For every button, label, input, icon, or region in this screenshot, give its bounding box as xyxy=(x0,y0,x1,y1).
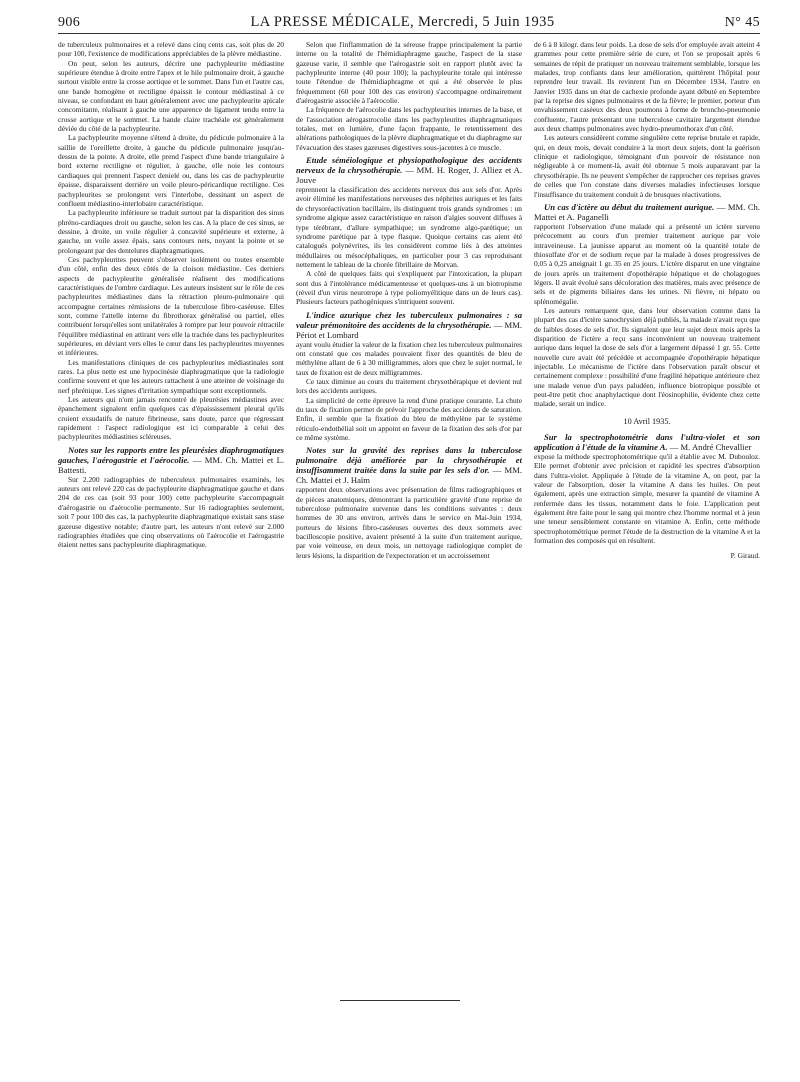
paragraph: La simplicité de cette épreuve la rend d'une pratique courante. La chute du taux de fixation permet de prévoir l'approche des accidents de saturation. Enfin, il semble que la fixation du bleu de méthylène par le système réticulo-endothélial soit un appoint en faveur de la fixation des sels d'or par ce même système. xyxy=(296,395,522,443)
heading-text: Un cas d'ictère au début du traitement aurique. xyxy=(544,201,715,212)
heading-text: Notes sur la gravité des reprises dans la tuberculose pulmonaire déjà améliorée par la chrysothérapie et insuffisamment traitée dans la suite par les sels d'or. xyxy=(296,445,522,476)
paragraph: La pachypleurite moyenne s'étend à droite, du pédicule pulmonaire à la saillie de l'oreillette droite, à gauche du pédicule pulmonaire jusqu'au-dessus de la pointe. A droite, elle prend l'aspect d'une bande triangulaire à bord externe rectiligne et régulier, à gauche, elle noie les contours cardiaques qui prennent l'aspect denielé ou, dans les cas de pachypleurite épaisse, disparaissent derrière un voile pleuro-péricardique rectiligne. Ces pachypleurites se prolongent vers l'interlobe, dessinant un aspect de confluent médiastino-interlobaire caractéristique. xyxy=(58,133,284,208)
page-number: 906 xyxy=(58,15,81,30)
article-heading xyxy=(296,155,522,185)
paragraph: de 6 à 8 kilogr. dans leur poids. La dose de sels d'or employée avait atteint 4 grammes pour cette première série de cure, et l'on se proposait après 6 semaines de répit de pratiquer un nouveau traitement semblable, lorsque les malades, trop confiants dans leur amélioration, quittèrent l'hôpital pour reprendre leur travail. Ils revinrent l'un en Décembre 1934, l'autre en Janvier 1935 dans un état de cachexie profonde ayant débuté en Septembre par la reprise des signes pulmonaires et de la fièvre; le premier, porteur d'un envahissement caséeux des deux poumons à forme de broncho-pneumonie confluente, l'autre présentant une tuberculose cavitaire largement étendue aux deux champs pulmonaires avec hydro-pneumothorax d'un côté. xyxy=(534,40,760,134)
heading-text: L'indice azurique chez les tuberculeux pulmonaires : sa valeur prémonitoire des accidents de la chrysothérapie. xyxy=(296,309,522,330)
column-1 xyxy=(58,40,284,970)
text-columns xyxy=(58,40,760,970)
heading-authors: — MM. Ch. Mattei et L. Battesti. xyxy=(58,454,284,475)
heading-text: Notes sur les rapports entre les pleurésies diaphragmatiques gauches, l'aérogastrie et l'aérocolie. xyxy=(58,444,284,465)
heading-authors: — MM. Ch. Mattei et A. Paganelli xyxy=(534,201,760,222)
paragraph: Les auteurs qui n'ont jamais rencontré de pleurésies médiastines avec épanchement signalent enfin quelques cas d'épaississement pleural qu'ils croient exsudatifs de nature fibrineuse, sans doute, parce que régressant rapidement : l'aspect radiologique est ici comparable à celui des pachypleurites médiastines scléreuses. xyxy=(58,395,284,442)
article-heading xyxy=(296,445,522,485)
paragraph: expose la méthode spectrophotométrique qu'il a établie avec M. Dubouloz. Elle permet d'obtenir avec précision et rapidité les spectres d'absorption dans l'ultra-violet. Appliquée à l'étude de la vitamine A, on peut, par la valeur de l'absorption, doser la vitamine A dans les huiles. On peut également, après une extraction simple, mesurer la quantité de vitamine A renfermée dans les tissus, notamment dans le foie. L'application peut également être faite pour le sang qui montre chez l'homme normal et à jeun une teneur sensiblement constante en vitamine A. Enfin, cette méthode spectrophotométrique permet l'étude de la destruction de la vitamine A et la formation des composés qui en résultent. xyxy=(534,452,760,546)
section-divider xyxy=(340,1000,460,1001)
heading-authors: — M. André Chevallier xyxy=(669,442,752,453)
paragraph: Selon que l'inflammation de la séreuse frappe principalement la partie interne ou la totalité de l'hémidiaphragme gauche, l'aspect de la stase gazeuse varie, il semble que l'aérogastrie soit en rapport plutôt avec la pachypleurite interne (40 pour 100); la pachypleurite totale qui intéresse toute l'étendue de l'hémidiaphragme et qui a été observée le plus fréquemment (60 pour 100 des cas environ) s'accompagne ordinairement d'aérogastrie associée à l'aérocolie. xyxy=(296,40,522,106)
paragraph: rapportent deux observations avec présentation de films radiographiques et de pièces anatomiques, démontrant la particulière gravité d'une reprise de tuberculose pulmonaire survenue dans les conditions suivantes : deux hommes de 30 ans environ, arrivés dans le service en Mai-Juin 1934, porteurs de lésions fibro-caséeuses ouvertes des deux sommets avec bacilloscopie positive, avaient présenté à la suite d'un traitement aurique, par voie veineuse, en deux mois, un nettoyage radiologique complet de leurs lésions, la disparition de l'expectoration et un accroissement xyxy=(296,485,522,560)
column-2 xyxy=(296,40,522,970)
heading-text: Sur la spectrophotométrie dans l'ultra-violet et son application à l'étude de la vitamine A. xyxy=(534,432,760,453)
article-heading xyxy=(296,310,522,340)
paragraph: ayant voulu étudier la valeur de la fixation chez les tuberculeux pulmonaires ont constaté que ces malades pouvaient fixer des quantités de bleu de méthylène allant de 6 à 30 milligrammes, alors que chez le sujet normal, le taux de fixation est de deux milligrammes. xyxy=(296,339,522,377)
column-3 xyxy=(534,40,760,970)
paragraph: rapportent l'observation d'une malade qui a présenté un ictère survenu précocement au cours d'un premier traitement aurique par voie intraveineuse. La jaunisse apparut au moment où la quantité totale de thiosulfate d'or et de sodium reçue par la malade à doses progressives de 0,05 à 0,25 atteignait 1 gr. 35 en 25 jours. L'ictère disparut en une vingtaine de jours après un traitement d'opothérapie hépatique et de cholagogues légers. Il avait évolué sans décoloration des matières, mais avec présence de sels et de pigments biliaires dans les urines. Ni fièvre, ni hépato ou splénomégalie. xyxy=(534,221,760,306)
heading-authors: — MM. Ch. Mattei et J. Haïm xyxy=(296,465,522,486)
running-header xyxy=(58,14,760,34)
issue-number: N° 45 xyxy=(724,15,760,30)
paragraph: de tuberculeux pulmonaires et a relevé dans cinq cents cas, soit plus de 20 pour 100, l'existence de modifications appréciables de la plèvre médiastine. xyxy=(58,40,284,59)
paragraph: Ce taux diminue au cours du traitement chrysothérapique et devient nul lors des accidents auriques. xyxy=(296,376,522,396)
journal-title: LA PRESSE MÉDICALE, Mercredi, 5 Juin 1935 xyxy=(250,14,555,30)
session-date: 10 Avril 1935. xyxy=(623,416,671,426)
heading-text: Etude séméiologique et physiopathologique des accidents nerveux de la chrysothérapie. xyxy=(296,155,522,176)
article-heading xyxy=(534,432,760,452)
article-heading xyxy=(58,445,284,475)
paragraph: Sur 2.200 radiographies de tuberculeux pulmonaires examinés, les auteurs ont relevé 220 cas de pachypleurite diaphragmatique gauche et dans 204 de ces cas (soit 93 pour 100) cette pachypleurite s'accompagnait d'aérogastrie ou d'aérocolie permanente. Sur 16 radiographies seulement, soit 7 pour 100 des cas, la pachypleurite diaphragmatique existait sans stase gazeuse digestive notable; d'autre part, les auteurs n'ont relevé sur 2.000 radiographies étudiées que cinq observations où l'aérocolie et l'aérogastrie étaient nettes sans pachypleurite diaphragmatique. xyxy=(58,474,284,550)
heading-authors: — MM. H. Roger, J. Alliez et A. Jouve xyxy=(296,165,522,186)
paragraph: A côté de quelques faits qui s'expliquent par l'intoxication, la plupart sont dus à l'intolérance médicamenteuse et quelques-uns à un biotropisme (réveil d'un virus neurotrope à type poliomyélitique dans un de leurs cas). Plusieurs facteurs pathogéniques s'intriquent souvent. xyxy=(296,269,522,307)
paragraph: Les auteurs remarquent que, dans leur observation comme dans la plupart des cas d'ictère sanochrysien déjà publiés, la malade n'avait reçu que de faibles doses de sels d'or. Ils signalent que leur sujet deux mois après la disparition de l'ictère a reçu sans inconvénient un nouveau traitement aurique dans lequel la dose de sels d'or a largement dépassé 1 gr. 55. Cette nouvelle cure avait été précédée et accompagnée d'opothérapie hépatique injectable. Le mécanisme de l'ictère dans l'observation paraît obscur et certainement complexe : possibilité d'une fragilité hépatique antérieure chez une malade venue d'un pays paludéen, influence biotropique possible et peut-être petit choc anaphylactique dont l'éosinophilie, évidente chez cette malade, serait un indice. xyxy=(534,305,760,409)
paragraph: La fréquence de l'aérocolie dans les pachypleurites internes de la base, et de l'association aérogastrocolie dans les pachypleurites diaphragmatiques totales, met en lumière, d'une façon frappante, le retentissement des altérations pathologiques de la plèvre diaphragmatique et du diaphragme sur l'évacuation des stases gazeuses digestives sous-jacentes à ce muscle. xyxy=(296,105,522,152)
paragraph: reprennent la classification des accidents nerveux dus aux sels d'or. Après avoir éliminé les manifestations nerveuses des néphrites auriques et les faits de chrysoréactivation bacillaire, ils distinguent trois grands syndromes : un syndrome algique assez caractéristique en raison d'algies souvent diffuses à type térébrant, d'allure sympathique; un syndrome algo-parétique; un syndrome parétique par à type flasque. Quoique certains cas aient été catalogués polynévrites, ils les considèrent comme liés à des atteintes médullaires ou mésocéphaliques, en particulier pour 3 cas reproduisant nettement le tableau de la chorée fibrillaire de Morvan. xyxy=(296,185,522,269)
paragraph: On peut, selon les auteurs, décrire une pachypleurite médiastine supérieure étendue à droite entre l'apex et le hile pulmonaire droit, à gauche surtout visible entre la crosse aortique et le sommet. Dans l'un et l'autre cas, une bande homogène et rectiligne épaissit le contour médiastinal à ce niveau, se confondant en haut généralement avec une pachypleurite apicale concomitante, réalisant à gauche une apparence de ligament tendu entre la crosse aortique et le sommet. La bande claire trachéale est généralement déviée du côté de la pachypleurite. xyxy=(58,58,284,134)
paragraph: Les manifestations cliniques de ces pachypleurites médiastinales sont rares. La plus nette est une hypocinésie diaphragmatique que la radiologie confirme souvent et que les auteurs rattachent à une atteinte de voisinage du nerf phrénique. Les signes d'irritation sympathique sont exceptionnels. xyxy=(58,357,284,395)
paragraph: Les auteurs considèrent comme singulière cette reprise brutale et rapide, qui, en deux mois, devait conduire à la mort deux sujets, dont la guérison clinique et radiologique, témoignant d'un pouvoir de résistance non négligeable à ce moment-là, avait été obtenue 5 mois auparavant par la chrysothérapie. Ils ne peuvent s'empêcher de rapprocher ces reprises graves de celles que l'on constate dans diverses maladies infectieuses lorsque l'insuffisance du traitement conduit à de brusques réactivations. xyxy=(534,133,760,199)
heading-authors: — MM. Périot et Lombard xyxy=(296,319,522,340)
signature: P. Giraud. xyxy=(730,550,760,560)
paragraph: Ces pachypleurites peuvent s'observer isolément ou toutes ensemble d'un côté, enfin des deux côtés de la cloison médiastine. Ces derniers aspects de pachypleurite généralisée réalisent des modifications caractéristiques de l'ombre cardiaque. Les auteurs insistent sur le rôle de ces pachypleurites médiastines dans la rétraction pleuro-pulmonaire qui accompagne certaines rémissions de la tuberculose fibro-caséeuse. Elles sont, comme l'attelle interne du fibrothorax généralisé ou partiel, elles contribuent lorsqu'elles sont unilatérales à rompre par leur pouvoir rétractile l'équilibre médiastinal en attirant vers elle la trachée dans les pachypleurites supérieures, en déviant vers elles le cœur dans les pachypleurites moyennes et inférieures. xyxy=(58,254,284,358)
article-heading xyxy=(534,202,760,222)
paragraph: La pachypleurite inférieure se traduit surtout par la disparition des sinus phréno-cardiaques droit ou gauche, selon les cas. A la place de ces sinus, se dessine, à droite, un voile régulier à concavité supérieure et externe, à gauche, un voile assez épais, sans contours nets, noyant la pointe et se prolongeant par des dentelures diaphragmatiques. xyxy=(58,208,284,255)
